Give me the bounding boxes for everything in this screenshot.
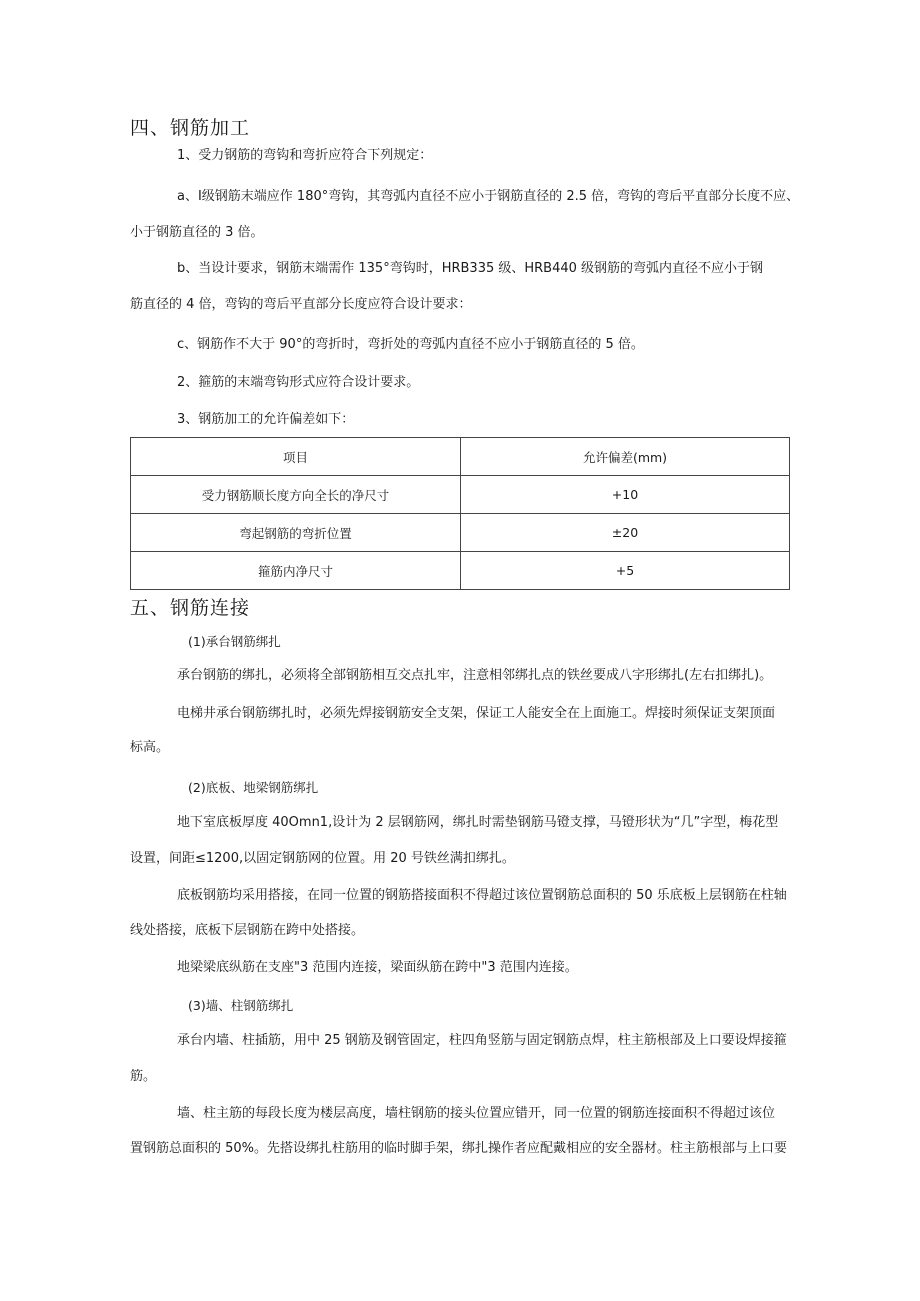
subsection-1-title: (1)承台钢筋绑扎	[188, 634, 281, 649]
table-row	[131, 476, 790, 514]
rule-b-line-1: b、当设计要求，钢筋末端需作 135°弯钩时，HRB335 级、HRB440 级钢筋的弯弧内直径不应小于钢	[177, 261, 764, 276]
paragraph-5: 地梁梁底纵筋在支座"3 范围内连接，梁面纵筋在跨中"3 范围内连接。	[177, 960, 578, 975]
table-cell-tolerance: ±20	[461, 514, 790, 552]
paragraph-6-line-2: 筋。	[130, 1069, 157, 1084]
rule-a-line-1: a、I级钢筋末端应作 180°弯钩，其弯弧内直径不应小于钢筋直径的 2.5 倍，弯钩的弯后平直部分长度不应、	[177, 189, 800, 204]
subsection-3-title: (3)墙、柱钢筋绑扎	[188, 998, 294, 1013]
table-header-item: 项目	[131, 438, 461, 476]
table-cell-item: 箍筋内净尺寸	[131, 552, 461, 590]
section-5-heading: 五、钢筋连接	[130, 597, 251, 619]
table-header-row	[131, 438, 790, 476]
table-row	[131, 514, 790, 552]
rule-c-line: c、钢筋作不大于 90°的弯折时，弯折处的弯弧内直径不应小于钢筋直径的 5 倍。	[177, 337, 644, 352]
paragraph-2-line-2: 标高。	[130, 740, 170, 755]
rule-a-line-2: 小于钢筋直径的 3 倍。	[130, 225, 264, 240]
table-cell-tolerance: +10	[461, 476, 790, 514]
table-cell-item: 受力钢筋顺长度方向全长的净尺寸	[131, 476, 461, 514]
paragraph-2-line-1: 电梯井承台钢筋绑扎时，必须先焊接钢筋安全支架，保证工人能安全在上面施工。焊接时须保证支架顶面	[177, 706, 776, 721]
paragraph-1: 承台钢筋的绑扎，必须将全部钢筋相互交点扎牢，注意相邻绑扎点的铁丝要成八字形绑扎(左右扣绑扎)。	[177, 668, 773, 683]
paragraph-6-line-1: 承台内墙、柱插筋，用中 25 钢筋及钢管固定，柱四角竖筋与固定钢筋点焊，柱主筋根部及上口要设焊接箍	[177, 1033, 787, 1048]
section-4-item-3: 3、钢筋加工的允许偏差如下：	[177, 412, 355, 427]
paragraph-4-line-1: 底板钢筋均采用搭接，在同一位置的钢筋搭接面积不得超过该位置钢筋总面积的 50 乐底板上层钢筋在柱轴	[177, 888, 787, 903]
table-cell-tolerance: +5	[461, 552, 790, 590]
section-4-heading: 四、钢筋加工	[130, 117, 251, 139]
table-row	[131, 552, 790, 590]
paragraph-7-line-2: 置钢筋总面积的 50%。先搭设绑扎柱筋用的临时脚手架，绑扎操作者应配戴相应的安全器材。柱主筋根部与上口要	[130, 1141, 788, 1156]
paragraph-3-line-1: 地下室底板厚度 40Omn1,设计为 2 层钢筋网，绑扎时需垫钢筋马镫支撑，马镫形状为“几”字型，梅花型	[177, 815, 779, 830]
section-4-item-2: 2、箍筋的末端弯钩形式应符合设计要求。	[177, 375, 420, 390]
rule-b-line-2: 筋直径的 4 倍，弯钩的弯后平直部分长度应符合设计要求：	[130, 297, 472, 312]
table-cell-item: 弯起钢筋的弯折位置	[131, 514, 461, 552]
subsection-2-title: (2)底板、地梁钢筋绑扎	[188, 780, 319, 795]
paragraph-7-line-1: 墙、柱主筋的每段长度为楼层高度，墙柱钢筋的接头位置应错开，同一位置的钢筋连接面积不得超过该位	[177, 1106, 776, 1121]
table-header-tolerance: 允许偏差(mm)	[461, 438, 790, 476]
tolerance-table	[130, 437, 790, 590]
paragraph-4-line-2: 线处搭接，底板下层钢筋在跨中处搭接。	[130, 923, 365, 938]
paragraph-3-line-2: 设置，间距≤1200,以固定钢筋网的位置。用 20 号铁丝满扣绑扎。	[130, 851, 515, 866]
section-4-item-1: 1、受力钢筋的弯钩和弯折应符合下列规定：	[177, 148, 433, 163]
